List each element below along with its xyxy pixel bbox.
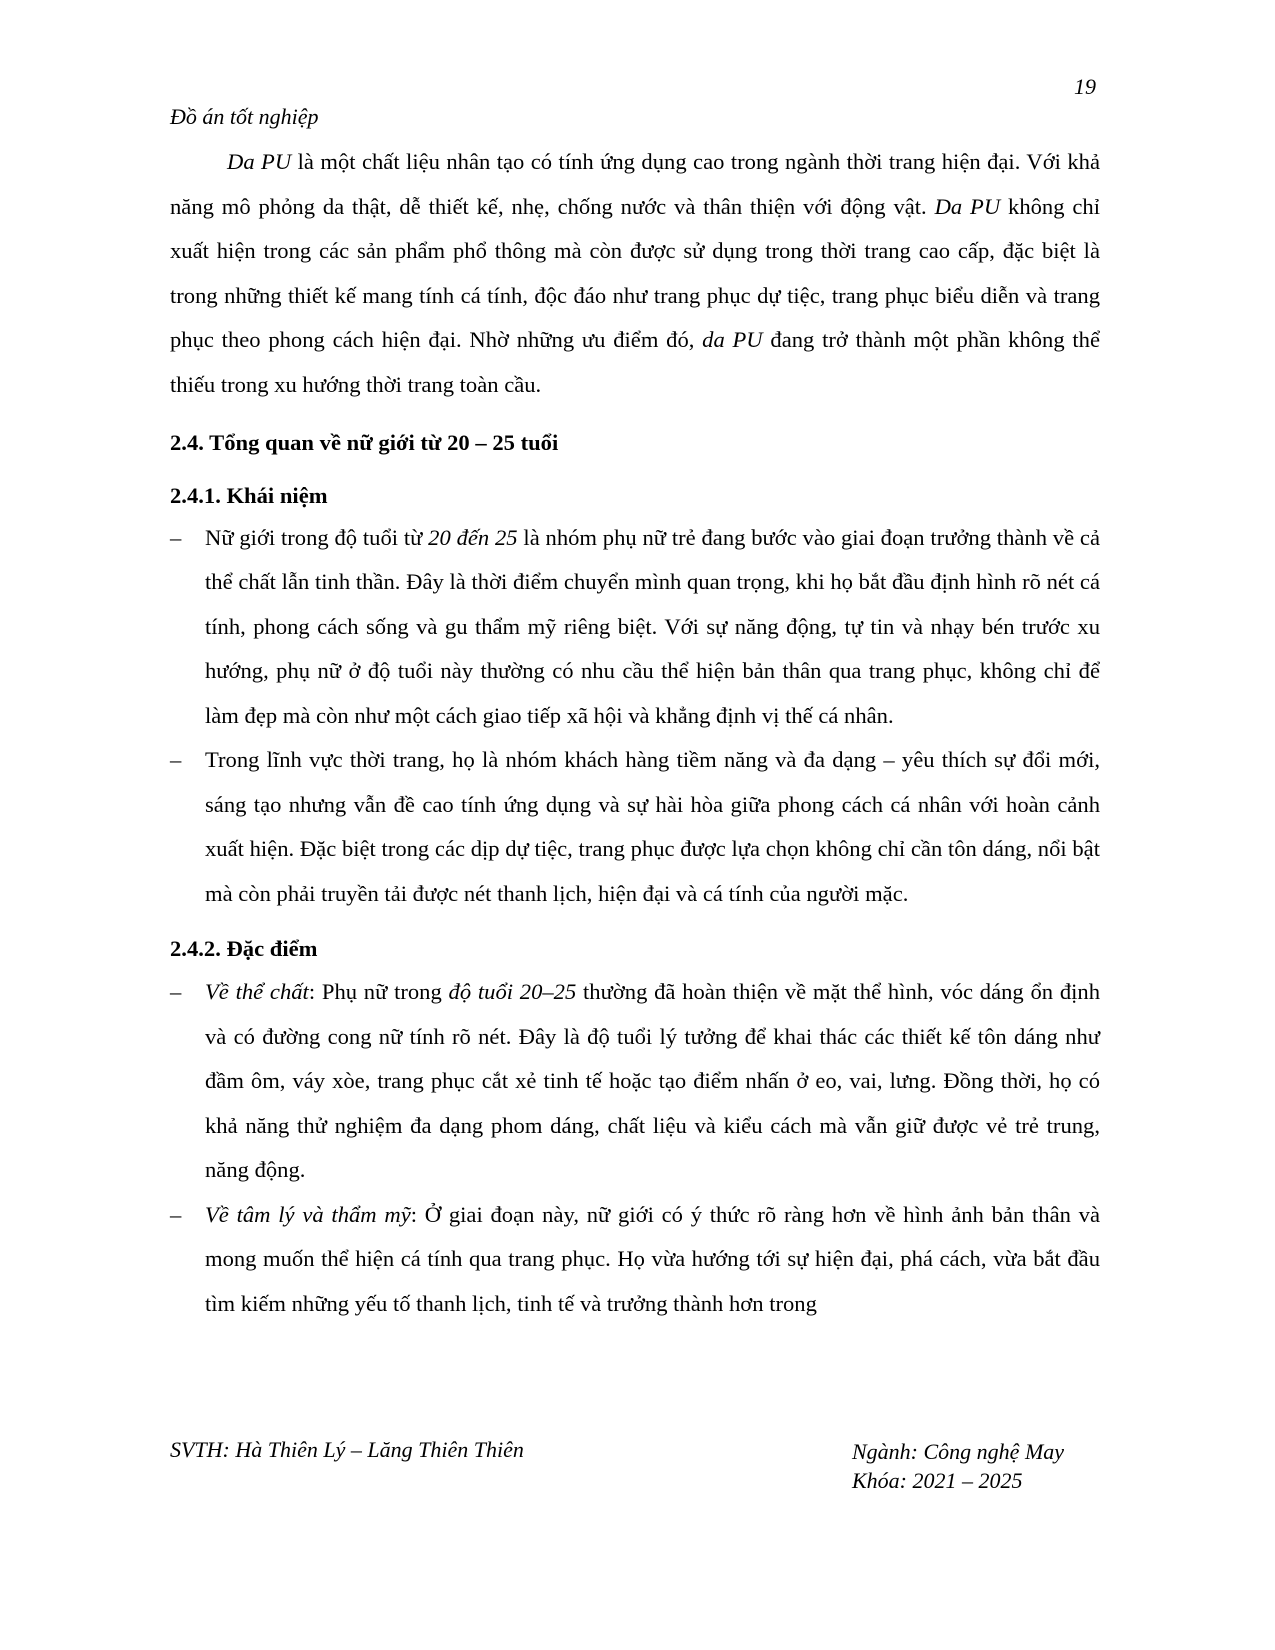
text-run: là nhóm phụ nữ trẻ đang bước vào giai đoạn trưởng thành về cả thể chất lẫn tinh thần. Đây là thời điểm chuyển mình quan trọng, khi họ bắt đầu định hình rõ nét cá tính, phong cách sống và gu thẩm mỹ riêng biệt. Với sự năng động, tự tin và nhạy bén trước xu hướng, phụ nữ ở độ tuổi này thường có nhu cầu thể hiện bản thân qua trang phục, không chỉ để làm đẹp mà còn như một cách giao tiếp xã hội và khẳng định vị thế cá nhân. [205, 524, 1100, 728]
footer-course: Khóa: 2021 – 2025 [852, 1468, 1023, 1493]
text-run: : Ở giai đoạn này, nữ giới có ý thức rõ ràng hơn về hình ảnh bản thân và mong muốn thể hiện cá tính qua trang phục. Họ vừa hướng tới sự hiện đại, phá cách, vừa bắt đầu tìm kiếm những yếu tố thanh lịch, tinh tế và trưởng thành hơn trong [205, 1201, 1100, 1316]
dash-bullet-icon: – [170, 979, 182, 1004]
section-heading-2-4: 2.4. Tổng quan về nữ giới từ 20 – 25 tuổi [170, 430, 559, 455]
document-body [170, 140, 1100, 1326]
bullet-item [170, 738, 1100, 916]
emphasis-text: da PU [702, 327, 763, 352]
text-run: là một chất liệu nhân tạo có tính ứng dụng cao trong ngành thời trang hiện đại. Với khả năng mô phỏng da thật, dễ thiết kế, nhẹ, chống nước và thân thiện với động vật. [170, 149, 1100, 219]
footer-program-info [852, 1437, 1064, 1495]
bullet-text [205, 525, 1100, 728]
bullet-item [170, 516, 1100, 739]
text-run: thường đã hoàn thiện về mặt thể hình, vóc dáng ổn định và có đường cong nữ tính rõ nét. Đây là độ tuổi lý tưởng để khai thác các thiết kế tôn dáng như đầm ôm, váy xòe, trang phục cắt xẻ tinh tế hoặc tạo điểm nhấn ở eo, vai, lưng. Đồng thời, họ có khả năng thử nghiệm đa dạng phom dáng, chất liệu và kiểu cách mà vẫn giữ được vẻ trẻ trung, năng động. [205, 979, 1100, 1182]
dash-bullet-icon: – [170, 1201, 182, 1227]
emphasis-text: Da PU [934, 193, 1001, 219]
bullet-item [170, 1193, 1100, 1327]
section-heading-2-4-1: 2.4.1. Khái niệm [170, 482, 328, 508]
intro-paragraph [170, 140, 1100, 407]
emphasis-text: Về tâm lý và thẩm mỹ [205, 1201, 411, 1227]
footer-students: SVTH: Hà Thiên Lý – Lăng Thiên Thiên [170, 1437, 524, 1462]
text-run: Trong lĩnh vực thời trang, họ là nhóm khách hàng tiềm năng và đa dạng – yêu thích sự đổi mới, sáng tạo nhưng vẫn đề cao tính ứng dụng và sự hài hòa giữa phong cách cá nhân với hoàn cảnh xuất hiện. Đặc biệt trong các dịp dự tiệc, trang phục được lựa chọn không chỉ cần tôn dáng, nổi bật mà còn phải truyền tải được nét thanh lịch, hiện đại và cá tính của người mặc. [205, 747, 1100, 906]
text-run: Nữ giới trong độ tuổi từ [205, 524, 429, 550]
bullet-text [205, 1202, 1100, 1316]
page-number: 19 [1074, 74, 1096, 99]
text-run: không chỉ xuất hiện trong các sản phẩm phổ thông mà còn được sử dụng trong thời trang cao cấp, đặc biệt là trong những thiết kế mang tính cá tính, độc đáo như trang phục dự tiệc, trang phục biểu diễn và trang phục theo phong cách hiện đại. Nhờ những ưu điểm đó, [170, 193, 1100, 352]
running-header: Đồ án tốt nghiệp [170, 104, 319, 129]
footer-major: Ngành: Công nghệ May [852, 1439, 1065, 1464]
emphasis-text: Da PU [227, 149, 292, 174]
text-run: đang trở thành một phần không thể thiếu trong xu hướng thời trang toàn cầu. [170, 327, 1100, 397]
dash-bullet-icon: – [170, 524, 182, 550]
emphasis-text: Về thể chất [205, 979, 309, 1004]
section-heading-2-4-2: 2.4.2. Đặc điểm [170, 936, 318, 961]
bullet-item [170, 970, 1100, 1193]
text-run: : Phụ nữ trong [308, 979, 449, 1004]
emphasis-text: độ tuổi 20–25 [448, 979, 577, 1004]
emphasis-text: 20 đến 25 [428, 524, 518, 550]
bullet-text [205, 979, 1100, 1182]
dash-bullet-icon: – [170, 747, 182, 772]
bullet-text [205, 747, 1100, 906]
